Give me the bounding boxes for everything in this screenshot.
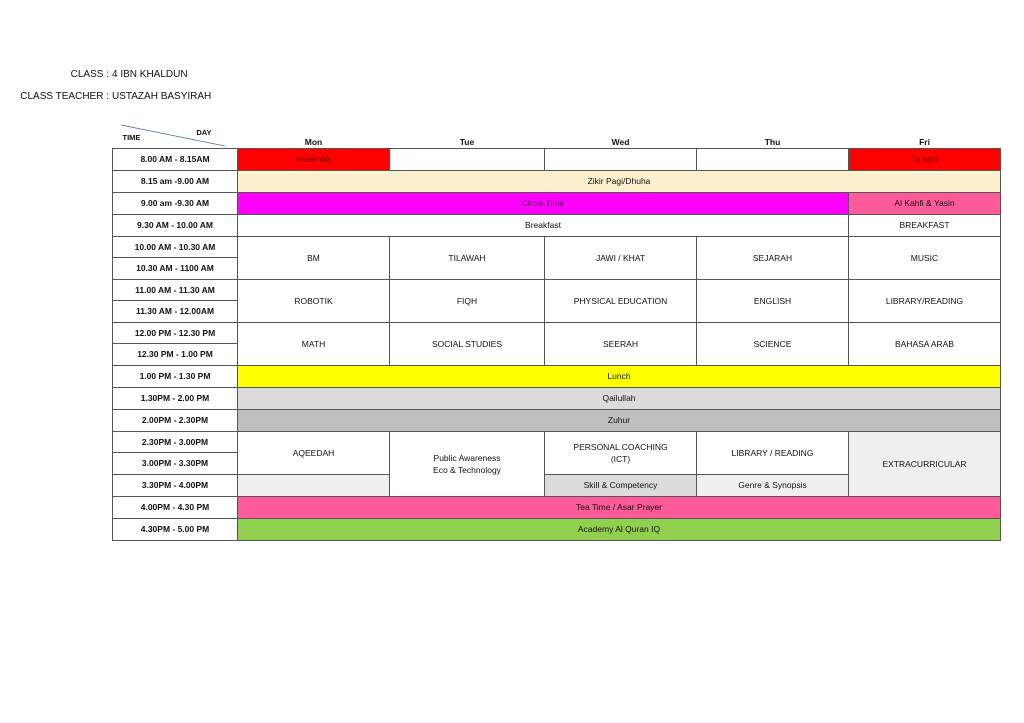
jawi-cell: JAWI / KHAT [545, 236, 697, 279]
time-cell: 8.15 am -9.00 AM [113, 170, 238, 192]
time-cell: 11.30 AM - 12.00AM [113, 300, 238, 322]
time-cell: 12.00 PM - 12.30 PM [113, 322, 238, 343]
day-header-fri: Fri [919, 136, 930, 147]
personal-coaching-line: PERSONAL COACHING [573, 441, 668, 452]
public-awareness-line: Public Awareness [433, 452, 501, 463]
sejarah-cell: SEJARAH [697, 236, 849, 279]
math-cell: MATH [238, 322, 390, 365]
fiqh-cell: FIQH [390, 279, 545, 322]
bahasa-arab-cell: BAHASA ARAB [849, 322, 1001, 365]
library-reading-thu-cell: LIBRARY / READING [697, 431, 849, 474]
time-cell: 4.30PM - 5.00 PM [113, 518, 238, 540]
table-row [113, 431, 1001, 452]
time-day-corner [113, 124, 238, 148]
time-cell: 1.30PM - 2.00 PM [113, 387, 238, 409]
library-reading-cell: LIBRARY/READING [849, 279, 1001, 322]
time-cell: 8.00 AM - 8.15AM [113, 148, 238, 170]
table-row [113, 170, 1001, 192]
genre-cell: Genre & Synopsis [697, 474, 849, 496]
time-cell: 3.30PM - 4.00PM [113, 474, 238, 496]
corner-time-label: TIME [122, 132, 141, 142]
breakfast-cell: Breakfast [238, 214, 849, 236]
time-cell: 3.00PM - 3.30PM [113, 452, 238, 474]
assembly-cell: Assembly [238, 148, 390, 170]
time-cell: 9.30 AM - 10.00 AM [113, 214, 238, 236]
public-awareness-cell [390, 431, 545, 496]
zuhur-cell: Zuhur [238, 409, 1001, 431]
class-value: 4 IBN KHALDUN [112, 69, 188, 80]
table-row [113, 496, 1001, 518]
empty-cell [545, 148, 697, 170]
time-cell: 2.30PM - 3.00PM [113, 431, 238, 452]
time-cell: 10.00 AM - 10.30 AM [113, 236, 238, 257]
time-cell: 10.30 AM - 1100 AM [113, 257, 238, 279]
empty-cell [390, 148, 545, 170]
pe-cell: PHYSICAL EDUCATION [545, 279, 697, 322]
circle-time-cell: Circle Time [238, 192, 849, 214]
day-header-wed: Wed [611, 136, 630, 147]
ict-line: (ICT) [610, 453, 631, 464]
bm-cell: BM [238, 236, 390, 279]
table-row [113, 387, 1001, 409]
music-cell: MUSIC [849, 236, 1001, 279]
class-teacher-value: USTAZAH BASYIRAH [112, 91, 212, 102]
time-cell: 1.00 PM - 1.30 PM [113, 365, 238, 387]
time-cell: 9.00 am -9.30 AM [113, 192, 238, 214]
class-label: CLASS : [70, 69, 109, 80]
table-row [113, 409, 1001, 431]
empty-cell [238, 474, 390, 496]
seerah-cell: SEERAH [545, 322, 697, 365]
time-cell: 4.00PM - 4.30 PM [113, 496, 238, 518]
table-row [113, 148, 1001, 170]
table-row [113, 214, 1001, 236]
extracurricular-cell: EXTRACURRICULAR [849, 431, 1001, 496]
day-header-tue: Tue [459, 136, 475, 147]
header-row [113, 124, 1001, 148]
breakfast-fri-cell: BREAKFAST [849, 214, 1001, 236]
academy-cell: Academy Al Quran IQ [238, 518, 1001, 540]
skill-cell: Skill & Competency [545, 474, 697, 496]
social-studies-cell: SOCIAL STUDIES [390, 322, 545, 365]
lunch-cell: Lunch [238, 365, 1001, 387]
zikir-cell: Zikir Pagi/Dhuha [238, 170, 1001, 192]
time-cell: 12.30 PM - 1.00 PM [113, 343, 238, 365]
tilawah-cell: TILAWAH [390, 236, 545, 279]
class-teacher-label: CLASS TEACHER : [20, 91, 109, 102]
english-cell: ENGLISH [697, 279, 849, 322]
day-header-thu: Thu [764, 136, 781, 147]
table-row [113, 322, 1001, 343]
taalim-cell: Ta alim [849, 148, 1001, 170]
al-kahfi-cell: Al Kahfi & Yasin [849, 192, 1001, 214]
corner-day-label: DAY [196, 128, 212, 137]
time-cell: 2.00PM - 2.30PM [113, 409, 238, 431]
time-cell: 11.00 AM - 11.30 AM [113, 279, 238, 300]
science-cell: SCIENCE [697, 322, 849, 365]
tea-time-cell: Tea Time / Asar Prayer [238, 496, 1001, 518]
qailullah-cell: Qailullah [238, 387, 1001, 409]
robotik-cell: ROBOTIK [238, 279, 390, 322]
table-row [113, 192, 1001, 214]
personal-coaching-cell [545, 431, 697, 474]
table-row [113, 236, 1001, 257]
aqeedah-cell: AQEEDAH [238, 431, 390, 474]
day-header-mon: Mon [304, 136, 323, 147]
table-row [113, 365, 1001, 387]
timetable [112, 124, 1001, 541]
table-row [113, 518, 1001, 540]
eco-technology-line: Eco & Technology [433, 464, 501, 475]
table-row [113, 279, 1001, 300]
empty-cell [697, 148, 849, 170]
